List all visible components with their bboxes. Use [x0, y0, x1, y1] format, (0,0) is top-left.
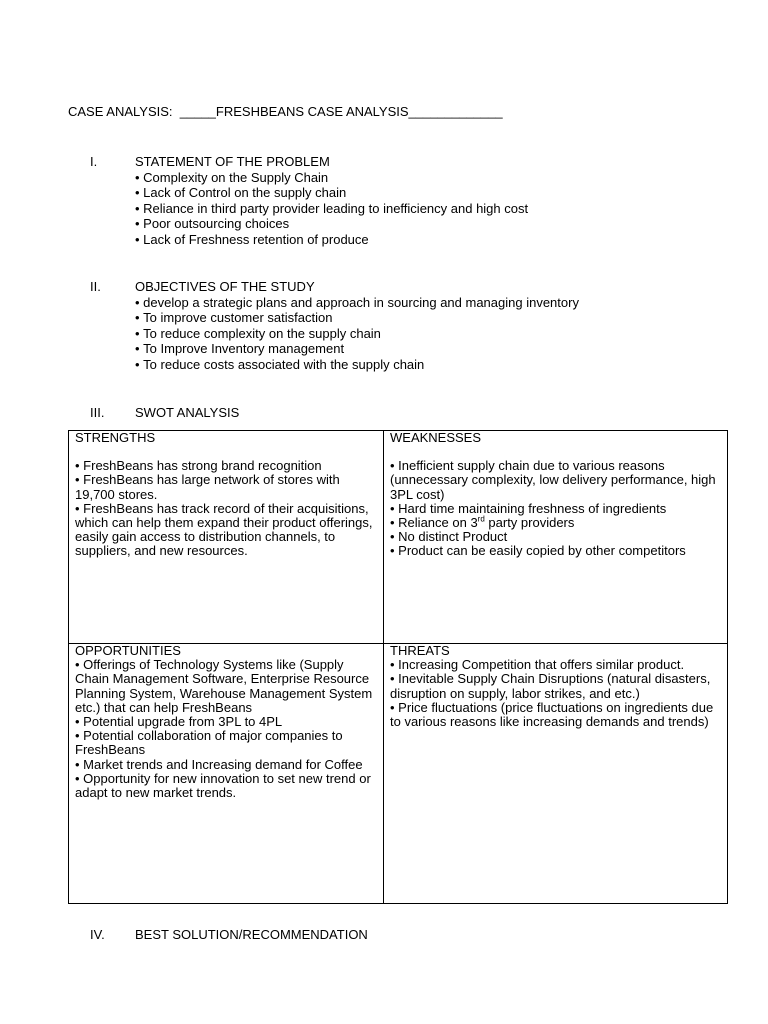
ordinal-suffix: rd [477, 514, 485, 524]
objectives-bullet-list [90, 295, 710, 373]
table-row [69, 431, 728, 644]
section-recommendation [90, 927, 710, 943]
list-item: • Increasing Competition that offers similar product. [390, 658, 721, 672]
list-item: • Lack of Control on the supply chain [135, 185, 710, 201]
section-title: BEST SOLUTION/RECOMMENDATION [135, 927, 368, 942]
list-item: • develop a strategic plans and approach in sourcing and managing inventory [135, 295, 710, 311]
section-title: STATEMENT OF THE PROBLEM [135, 154, 330, 169]
section-heading [90, 279, 710, 295]
problem-bullet-list [90, 170, 710, 248]
list-item: • Inefficient supply chain due to various reasons (unnecessary complexity, low delivery performance, high 3PL cost) [390, 459, 721, 502]
list-item: • Potential upgrade from 3PL to 4PL [75, 715, 377, 729]
section-objectives [90, 279, 710, 372]
weaknesses-cell [384, 431, 728, 644]
swot-table [68, 430, 728, 904]
section-numeral: II. [90, 279, 101, 294]
list-item: • To reduce costs associated with the supply chain [135, 357, 710, 373]
list-item: • Opportunity for new innovation to set new trend or adapt to new market trends. [75, 772, 377, 800]
list-item: • To Improve Inventory management [135, 341, 710, 357]
list-item: • FreshBeans has strong brand recognition [75, 459, 377, 473]
strengths-list [75, 459, 377, 558]
list-item: • To reduce complexity on the supply chain [135, 326, 710, 342]
section-heading [90, 154, 710, 170]
section-heading [90, 405, 710, 421]
table-row [69, 644, 728, 904]
weaknesses-heading: WEAKNESSES [390, 430, 482, 445]
section-numeral: I. [90, 154, 98, 169]
list-item: • FreshBeans has track record of their acquisitions, which can help them expand their product offerings, easily gain access to distribution channels, to suppliers, and new resources. [75, 502, 377, 559]
list-item: • Product can be easily copied by other competitors [390, 544, 721, 558]
list-item: • Price fluctuations (price fluctuations on ingredients due to various reasons like increasing demands and trends) [390, 701, 721, 729]
section-title: OBJECTIVES OF THE STUDY [135, 279, 315, 294]
list-item: • Inevitable Supply Chain Disruptions (natural disasters, disruption on supply, labor strikes, and etc.) [390, 672, 721, 700]
section-numeral: IV. [90, 927, 105, 942]
reliance-prefix: Reliance on 3 [398, 515, 478, 531]
list-item: • Complexity on the Supply Chain [135, 170, 710, 186]
list-item: • Market trends and Increasing demand for Coffee [75, 758, 377, 772]
reliance-suffix: party providers [484, 515, 575, 531]
threats-cell [384, 644, 728, 904]
list-item: • Potential collaboration of major companies to FreshBeans [75, 729, 377, 757]
list-item: • Reliance in third party provider leading to inefficiency and high cost [135, 201, 710, 217]
section-title: SWOT ANALYSIS [135, 405, 240, 420]
threats-heading: THREATS [390, 643, 450, 658]
list-item [390, 516, 721, 530]
section-heading [90, 927, 710, 943]
section-swot [90, 405, 710, 421]
opportunities-cell [69, 644, 384, 904]
strengths-heading: STRENGTHS [75, 430, 156, 445]
list-item: • To improve customer satisfaction [135, 310, 710, 326]
strengths-cell [69, 431, 384, 644]
opportunities-list [75, 658, 377, 800]
threats-list [390, 658, 721, 729]
section-numeral: III. [90, 405, 105, 420]
case-title: CASE ANALYSIS: _____FRESHBEANS CASE ANALYSIS_____________ [68, 104, 503, 119]
list-item: • Hard time maintaining freshness of ingredients [390, 502, 721, 516]
weaknesses-list [390, 459, 721, 558]
list-item: • No distinct Product [390, 530, 721, 544]
section-statement-of-problem [90, 154, 710, 247]
list-item: • Offerings of Technology Systems like (Supply Chain Management Software, Enterprise Resource Planning System, Warehouse Management System etc.) that can help FreshBeans [75, 658, 377, 715]
opportunities-heading: OPPORTUNITIES [75, 643, 181, 658]
list-item: • FreshBeans has large network of stores with 19,700 stores. [75, 473, 377, 501]
list-item: • Poor outsourcing choices [135, 216, 710, 232]
list-item: • Lack of Freshness retention of produce [135, 232, 710, 248]
